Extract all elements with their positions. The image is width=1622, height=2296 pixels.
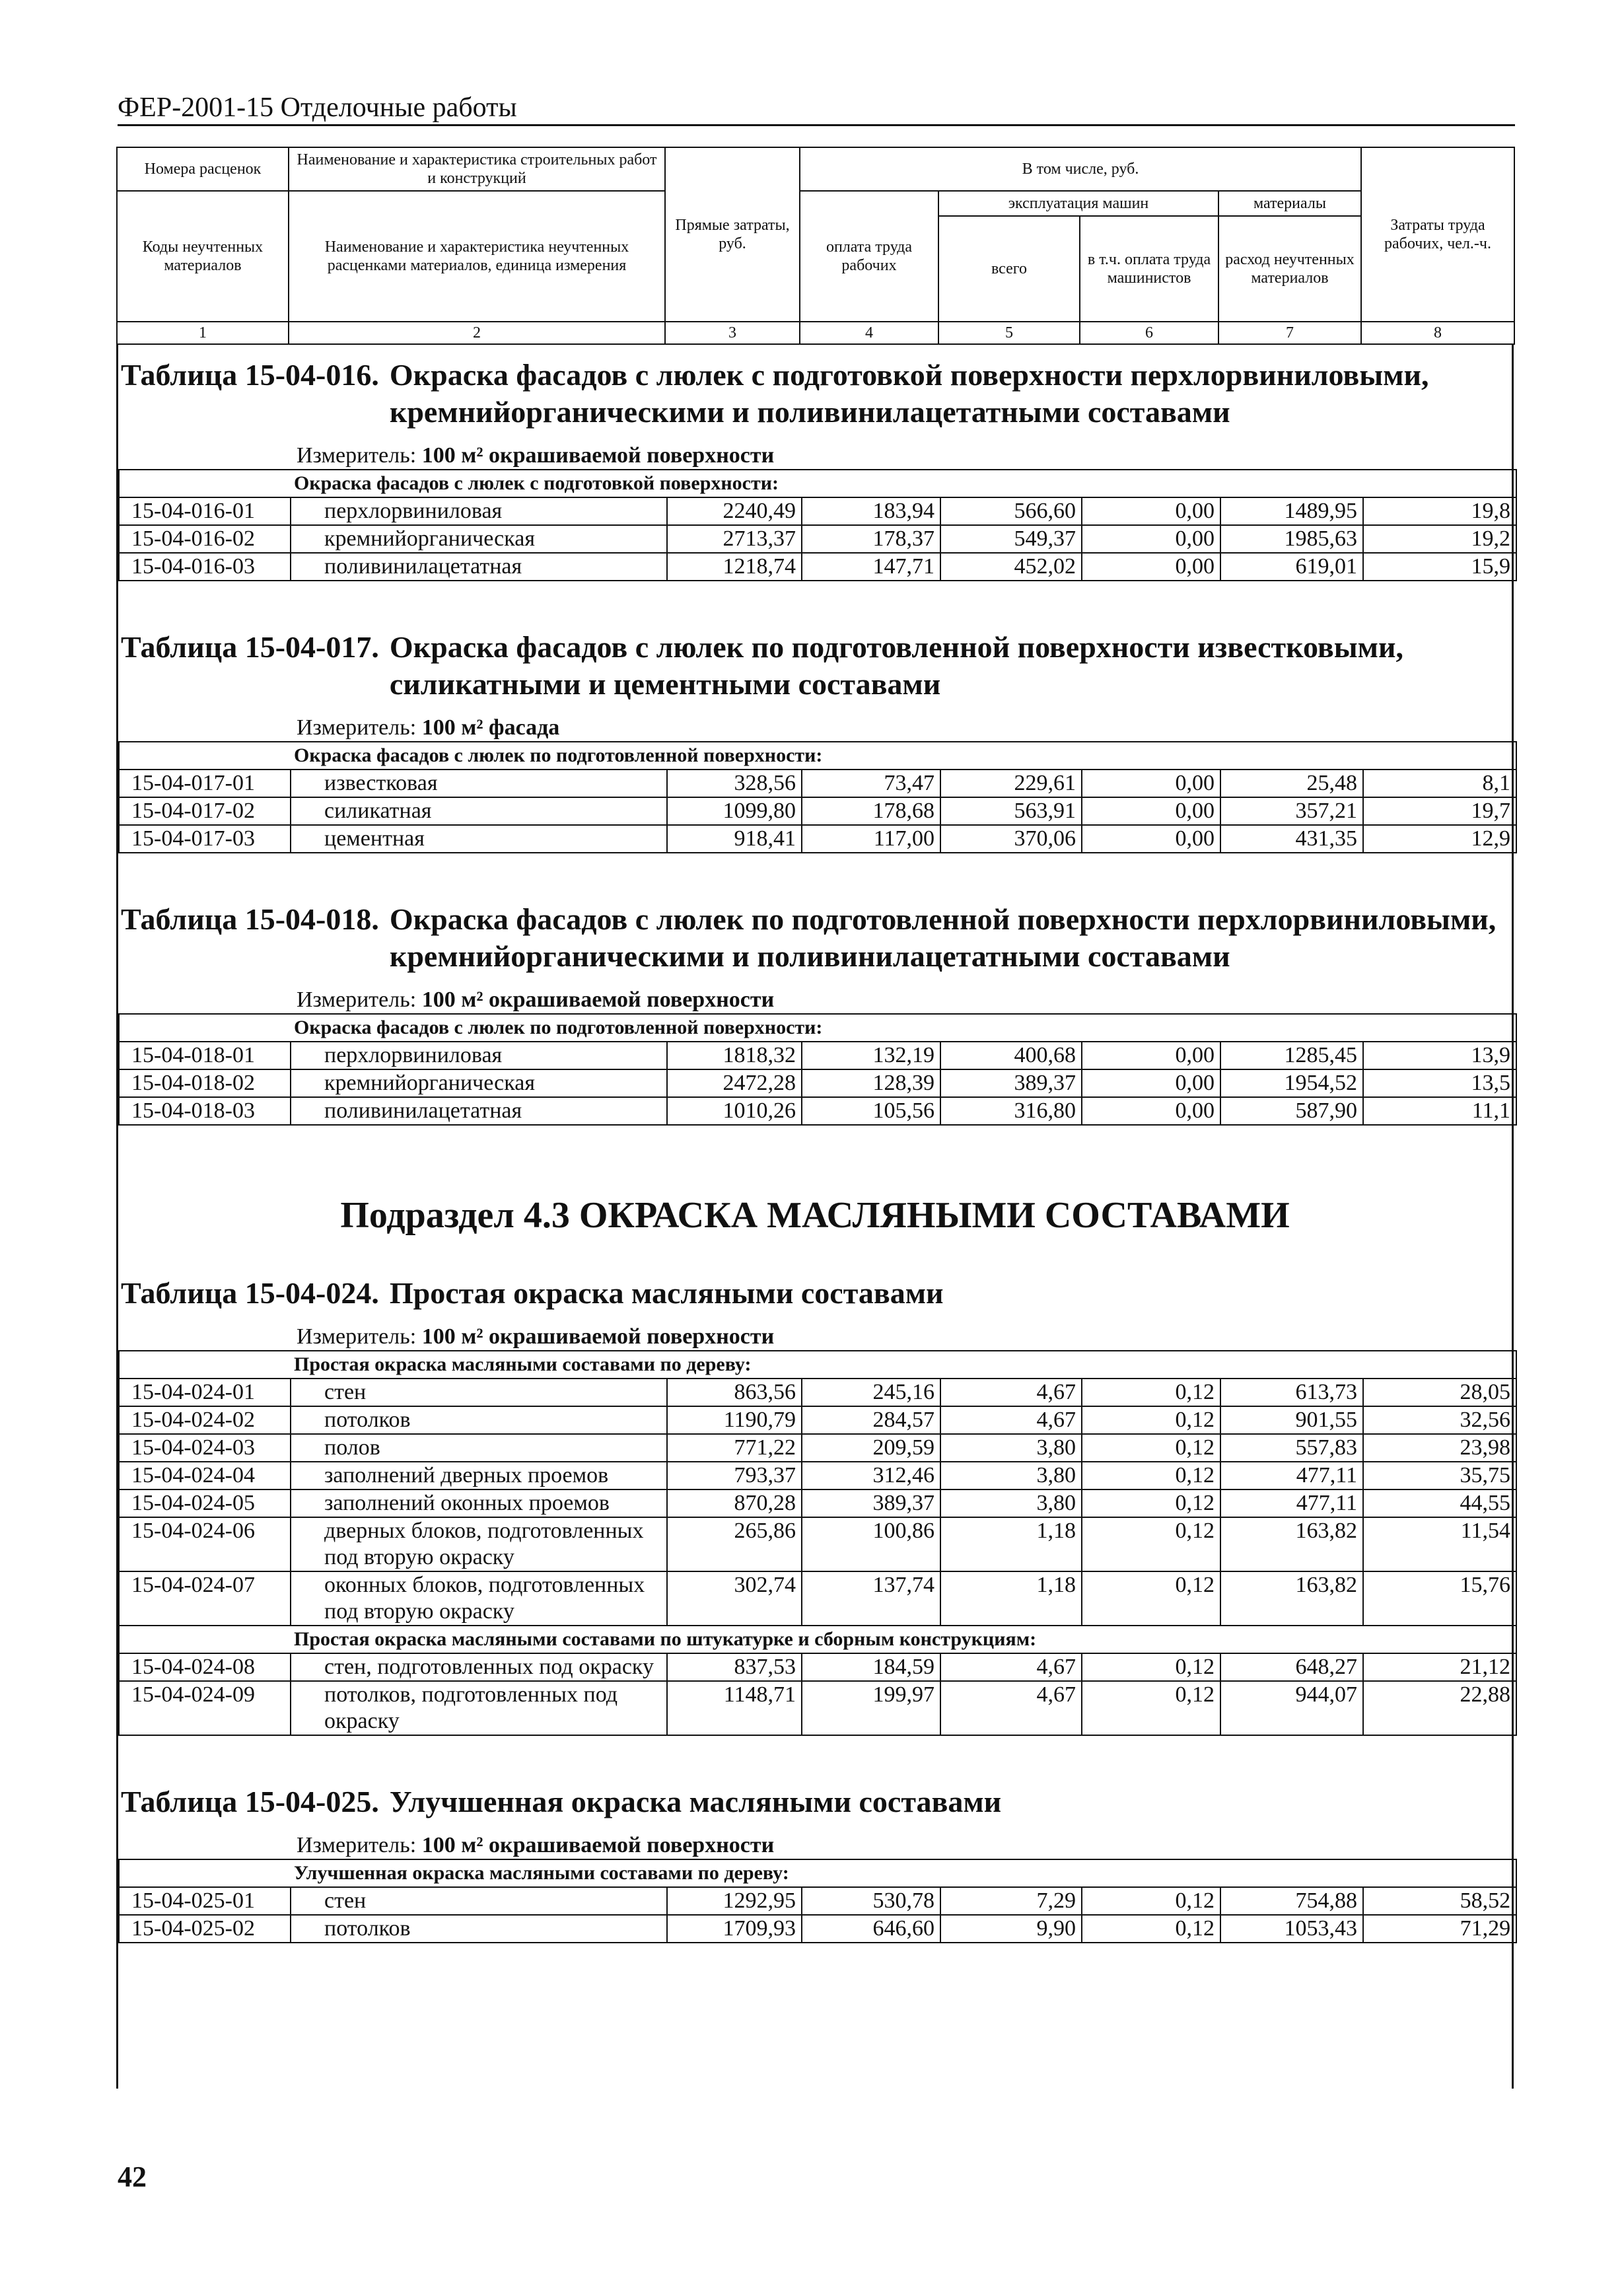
measure-unit-value: 100 м² окрашиваемой поверхности bbox=[421, 1833, 775, 1857]
value-machines-wage: 0,12 bbox=[1082, 1379, 1220, 1406]
rate-code: 15-04-025-02 bbox=[119, 1915, 291, 1943]
table-label: Таблица 15-04-017. bbox=[121, 630, 379, 664]
value-machines: 452,02 bbox=[940, 553, 1082, 581]
table-heading bbox=[118, 617, 1512, 703]
value-wage: 178,37 bbox=[802, 525, 940, 553]
value-direct: 1218,74 bbox=[667, 553, 802, 581]
value-direct: 2240,49 bbox=[667, 497, 802, 525]
value-machines-wage: 0,00 bbox=[1082, 770, 1220, 797]
rate-code: 15-04-024-07 bbox=[119, 1571, 291, 1626]
measure-unit-prefix: Измеритель: bbox=[297, 715, 417, 740]
rate-name: кремнийорганическая bbox=[291, 1069, 667, 1097]
table-heading bbox=[118, 1263, 1512, 1312]
value-wage: 199,97 bbox=[802, 1681, 940, 1735]
value-direct: 863,56 bbox=[667, 1379, 802, 1406]
value-direct: 918,41 bbox=[667, 825, 802, 853]
col-header-name-bottom: Наименование и характеристика неучтенных расценками материалов, единица измерения bbox=[289, 191, 665, 322]
value-labor: 71,29 bbox=[1363, 1915, 1516, 1943]
group-title: Окраска фасадов с люлек с подготовкой поверхности: bbox=[119, 470, 1516, 497]
col-header-codes-bottom: Коды неучтенных материалов bbox=[117, 191, 289, 322]
table-row bbox=[119, 1489, 1516, 1517]
table-row bbox=[119, 1517, 1516, 1571]
value-wage: 530,78 bbox=[802, 1887, 940, 1915]
value-labor: 15,9 bbox=[1363, 553, 1516, 581]
value-machines: 566,60 bbox=[940, 497, 1082, 525]
value-wage: 105,56 bbox=[802, 1097, 940, 1125]
rate-code: 15-04-018-01 bbox=[119, 1042, 291, 1069]
value-machines: 316,80 bbox=[940, 1097, 1082, 1125]
column-number: 7 bbox=[1218, 322, 1361, 344]
rates-table bbox=[118, 1013, 1517, 1126]
value-direct: 1099,80 bbox=[667, 797, 802, 825]
value-machines-wage: 0,12 bbox=[1082, 1434, 1220, 1462]
table-row bbox=[119, 1653, 1516, 1681]
value-machines: 549,37 bbox=[940, 525, 1082, 553]
value-wage: 178,68 bbox=[802, 797, 940, 825]
measure-unit bbox=[118, 987, 1512, 1013]
table-row bbox=[119, 770, 1516, 797]
value-wage: 184,59 bbox=[802, 1653, 940, 1681]
value-machines: 3,80 bbox=[940, 1434, 1082, 1462]
col-header-direct: Прямые затраты, руб. bbox=[665, 147, 800, 322]
group-title: Улучшенная окраска масляными составами по дереву: bbox=[119, 1859, 1516, 1887]
value-materials: 477,11 bbox=[1220, 1462, 1363, 1489]
rate-code: 15-04-024-05 bbox=[119, 1489, 291, 1517]
rate-code: 15-04-024-03 bbox=[119, 1434, 291, 1462]
value-wage: 245,16 bbox=[802, 1379, 940, 1406]
col-header-name-top: Наименование и характеристика строительных работ и конструкций bbox=[289, 147, 665, 191]
value-machines-wage: 0,00 bbox=[1082, 553, 1220, 581]
group-title: Простая окраска масляными составами по штукатурке и сборным конструкциям: bbox=[119, 1626, 1516, 1653]
value-machines-wage: 0,12 bbox=[1082, 1517, 1220, 1571]
table-row bbox=[119, 1681, 1516, 1735]
value-labor: 35,75 bbox=[1363, 1462, 1516, 1489]
rate-code: 15-04-017-03 bbox=[119, 825, 291, 853]
rate-code: 15-04-018-02 bbox=[119, 1069, 291, 1097]
value-machines-wage: 0,12 bbox=[1082, 1887, 1220, 1915]
value-machines: 3,80 bbox=[940, 1462, 1082, 1489]
header-rule bbox=[118, 124, 1515, 126]
rate-code: 15-04-018-03 bbox=[119, 1097, 291, 1125]
document-header-title: ФЕР-2001-15 Отделочные работы bbox=[118, 92, 517, 123]
value-labor: 23,98 bbox=[1363, 1434, 1516, 1462]
value-labor: 15,76 bbox=[1363, 1571, 1516, 1626]
rate-code: 15-04-025-01 bbox=[119, 1887, 291, 1915]
rate-table-block bbox=[118, 617, 1512, 889]
value-labor: 8,1 bbox=[1363, 770, 1516, 797]
measure-unit bbox=[118, 1832, 1512, 1859]
value-direct: 1709,93 bbox=[667, 1915, 802, 1943]
value-materials: 1954,52 bbox=[1220, 1069, 1363, 1097]
value-wage: 183,94 bbox=[802, 497, 940, 525]
measure-unit-value: 100 м² окрашиваемой поверхности bbox=[421, 443, 775, 468]
value-machines-wage: 0,00 bbox=[1082, 825, 1220, 853]
col-header-machines-wage: в т.ч. оплата труда машинистов bbox=[1080, 216, 1218, 322]
value-machines-wage: 0,12 bbox=[1082, 1681, 1220, 1735]
value-wage: 128,39 bbox=[802, 1069, 940, 1097]
table-label: Таблица 15-04-024. bbox=[121, 1276, 379, 1310]
value-wage: 100,86 bbox=[802, 1517, 940, 1571]
measure-unit-prefix: Измеритель: bbox=[297, 1833, 417, 1857]
value-wage: 73,47 bbox=[802, 770, 940, 797]
rate-code: 15-04-024-08 bbox=[119, 1653, 291, 1681]
value-wage: 646,60 bbox=[802, 1915, 940, 1943]
rate-name: полов bbox=[291, 1434, 667, 1462]
rate-name: кремнийорганическая bbox=[291, 525, 667, 553]
value-wage: 137,74 bbox=[802, 1571, 940, 1626]
value-machines-wage: 0,12 bbox=[1082, 1571, 1220, 1626]
value-materials: 477,11 bbox=[1220, 1489, 1363, 1517]
value-labor: 21,12 bbox=[1363, 1653, 1516, 1681]
col-header-machines: эксплуатация машин bbox=[938, 191, 1218, 216]
measure-unit-prefix: Измеритель: bbox=[297, 443, 417, 468]
table-row bbox=[119, 553, 1516, 581]
column-number: 2 bbox=[289, 322, 665, 344]
value-machines: 563,91 bbox=[940, 797, 1082, 825]
table-row bbox=[119, 1915, 1516, 1943]
rate-code: 15-04-016-02 bbox=[119, 525, 291, 553]
subsection-title: Подраздел 4.3 ОКРАСКА МАСЛЯНЫМИ СОСТАВАМИ bbox=[340, 1195, 1290, 1236]
value-materials: 557,83 bbox=[1220, 1434, 1363, 1462]
rate-table-block bbox=[118, 889, 1512, 1161]
value-materials: 754,88 bbox=[1220, 1887, 1363, 1915]
table-row bbox=[119, 1571, 1516, 1626]
value-materials: 163,82 bbox=[1220, 1517, 1363, 1571]
measure-unit-value: 100 м² окрашиваемой поверхности bbox=[421, 987, 775, 1012]
value-machines: 4,67 bbox=[940, 1681, 1082, 1735]
table-title: Окраска фасадов с люлек по подготовленной поверхности перхлорвиниловыми, кремнийорганическими и поливинилацетатными составами bbox=[389, 902, 1497, 973]
measure-unit bbox=[118, 715, 1512, 741]
column-header bbox=[116, 147, 1514, 345]
measure-unit bbox=[118, 1324, 1512, 1350]
table-row bbox=[119, 1887, 1516, 1915]
value-labor: 19,2 bbox=[1363, 525, 1516, 553]
rate-name: стен bbox=[291, 1379, 667, 1406]
value-materials: 619,01 bbox=[1220, 553, 1363, 581]
rates-table bbox=[118, 741, 1517, 853]
measure-unit-prefix: Измеритель: bbox=[297, 1324, 417, 1349]
rate-name: стен bbox=[291, 1887, 667, 1915]
value-machines-wage: 0,12 bbox=[1082, 1462, 1220, 1489]
value-direct: 1148,71 bbox=[667, 1681, 802, 1735]
value-direct: 870,28 bbox=[667, 1489, 802, 1517]
rate-code: 15-04-024-01 bbox=[119, 1379, 291, 1406]
value-materials: 1285,45 bbox=[1220, 1042, 1363, 1069]
rates-table bbox=[118, 1350, 1517, 1736]
measure-unit-value: 100 м² окрашиваемой поверхности bbox=[421, 1324, 775, 1349]
value-direct: 1292,95 bbox=[667, 1887, 802, 1915]
rate-name: оконных блоков, подготовленных под вторую окраску bbox=[291, 1571, 667, 1626]
rate-table-block bbox=[118, 1772, 1512, 1943]
table-heading bbox=[118, 1772, 1512, 1820]
value-machines: 1,18 bbox=[940, 1571, 1082, 1626]
measure-unit-value: 100 м² фасада bbox=[421, 715, 560, 740]
table-label: Таблица 15-04-016. bbox=[121, 358, 379, 392]
value-direct: 793,37 bbox=[667, 1462, 802, 1489]
group-title: Окраска фасадов с люлек по подготовленной поверхности: bbox=[119, 742, 1516, 770]
table-row bbox=[119, 825, 1516, 853]
value-machines: 4,67 bbox=[940, 1379, 1082, 1406]
value-labor: 22,88 bbox=[1363, 1681, 1516, 1735]
rate-name: поливинилацетатная bbox=[291, 553, 667, 581]
value-direct: 265,86 bbox=[667, 1517, 802, 1571]
rate-code: 15-04-024-04 bbox=[119, 1462, 291, 1489]
value-wage: 209,59 bbox=[802, 1434, 940, 1462]
value-materials: 587,90 bbox=[1220, 1097, 1363, 1125]
rate-name: перхлорвиниловая bbox=[291, 497, 667, 525]
table-label: Таблица 15-04-025. bbox=[121, 1785, 379, 1818]
value-machines: 9,90 bbox=[940, 1915, 1082, 1943]
table-heading bbox=[118, 889, 1512, 975]
column-number: 8 bbox=[1361, 322, 1514, 344]
value-machines: 7,29 bbox=[940, 1887, 1082, 1915]
table-row bbox=[119, 1434, 1516, 1462]
table-title: Простая окраска масляными составами bbox=[389, 1276, 944, 1310]
value-materials: 25,48 bbox=[1220, 770, 1363, 797]
value-direct: 2472,28 bbox=[667, 1069, 802, 1097]
page-number: 42 bbox=[118, 2161, 147, 2193]
table-row bbox=[119, 1097, 1516, 1125]
group-title: Окраска фасадов с люлек по подготовленной поверхности: bbox=[119, 1014, 1516, 1042]
col-header-including: В том числе, руб. bbox=[800, 147, 1361, 191]
value-materials: 613,73 bbox=[1220, 1379, 1363, 1406]
value-labor: 11,1 bbox=[1363, 1097, 1516, 1125]
value-labor: 19,7 bbox=[1363, 797, 1516, 825]
rate-name: заполнений дверных проемов bbox=[291, 1462, 667, 1489]
table-row bbox=[119, 1462, 1516, 1489]
rate-name: поливинилацетатная bbox=[291, 1097, 667, 1125]
rate-name: цементная bbox=[291, 825, 667, 853]
value-labor: 32,56 bbox=[1363, 1406, 1516, 1434]
value-machines-wage: 0,00 bbox=[1082, 1069, 1220, 1097]
rate-name: дверных блоков, подготовленных под вторую окраску bbox=[291, 1517, 667, 1571]
value-machines: 229,61 bbox=[940, 770, 1082, 797]
rate-name: силикатная bbox=[291, 797, 667, 825]
table-row bbox=[119, 525, 1516, 553]
value-direct: 302,74 bbox=[667, 1571, 802, 1626]
col-header-machines-total: всего bbox=[938, 216, 1080, 322]
rate-name: потолков bbox=[291, 1406, 667, 1434]
table-row bbox=[119, 1406, 1516, 1434]
value-wage: 284,57 bbox=[802, 1406, 940, 1434]
value-machines-wage: 0,12 bbox=[1082, 1406, 1220, 1434]
col-header-materials: материалы bbox=[1218, 191, 1361, 216]
rate-code: 15-04-016-03 bbox=[119, 553, 291, 581]
value-materials: 431,35 bbox=[1220, 825, 1363, 853]
column-number: 1 bbox=[117, 322, 289, 344]
rate-name: потолков bbox=[291, 1915, 667, 1943]
value-machines: 370,06 bbox=[940, 825, 1082, 853]
value-materials: 1985,63 bbox=[1220, 525, 1363, 553]
measure-unit-prefix: Измеритель: bbox=[297, 987, 417, 1012]
value-materials: 1053,43 bbox=[1220, 1915, 1363, 1943]
value-wage: 389,37 bbox=[802, 1489, 940, 1517]
rate-table-block bbox=[118, 1161, 1512, 1772]
rate-code: 15-04-017-02 bbox=[119, 797, 291, 825]
group-title: Простая окраска масляными составами по дереву: bbox=[119, 1351, 1516, 1379]
value-materials: 163,82 bbox=[1220, 1571, 1363, 1626]
value-labor: 44,55 bbox=[1363, 1489, 1516, 1517]
rates-table bbox=[118, 1859, 1517, 1943]
value-labor: 11,54 bbox=[1363, 1517, 1516, 1571]
rate-name: потолков, подготовленных под окраску bbox=[291, 1681, 667, 1735]
rate-code: 15-04-016-01 bbox=[119, 497, 291, 525]
table-row bbox=[119, 797, 1516, 825]
value-wage: 132,19 bbox=[802, 1042, 940, 1069]
col-header-materials-cost: расход неучтенных материалов bbox=[1218, 216, 1361, 322]
value-wage: 312,46 bbox=[802, 1462, 940, 1489]
column-number: 6 bbox=[1080, 322, 1218, 344]
value-machines: 389,37 bbox=[940, 1069, 1082, 1097]
value-direct: 1190,79 bbox=[667, 1406, 802, 1434]
measure-unit bbox=[118, 443, 1512, 469]
value-direct: 2713,37 bbox=[667, 525, 802, 553]
col-header-wage: оплата труда рабочих bbox=[800, 191, 938, 322]
rate-code: 15-04-024-02 bbox=[119, 1406, 291, 1434]
value-wage: 117,00 bbox=[802, 825, 940, 853]
rate-name: известковая bbox=[291, 770, 667, 797]
value-machines: 4,67 bbox=[940, 1653, 1082, 1681]
value-labor: 12,9 bbox=[1363, 825, 1516, 853]
table-heading bbox=[118, 345, 1512, 431]
value-direct: 837,53 bbox=[667, 1653, 802, 1681]
value-direct: 771,22 bbox=[667, 1434, 802, 1462]
value-direct: 1010,26 bbox=[667, 1097, 802, 1125]
value-materials: 1489,95 bbox=[1220, 497, 1363, 525]
value-machines-wage: 0,00 bbox=[1082, 797, 1220, 825]
value-machines-wage: 0,00 bbox=[1082, 1097, 1220, 1125]
rate-name: перхлорвиниловая bbox=[291, 1042, 667, 1069]
value-materials: 648,27 bbox=[1220, 1653, 1363, 1681]
value-machines: 4,67 bbox=[940, 1406, 1082, 1434]
value-materials: 944,07 bbox=[1220, 1681, 1363, 1735]
rate-name: заполнений оконных проемов bbox=[291, 1489, 667, 1517]
value-machines-wage: 0,00 bbox=[1082, 497, 1220, 525]
rate-code: 15-04-017-01 bbox=[119, 770, 291, 797]
rates-table bbox=[118, 469, 1517, 581]
column-number: 5 bbox=[938, 322, 1080, 344]
column-number: 3 bbox=[665, 322, 800, 344]
table-title: Улучшенная окраска масляными составами bbox=[389, 1785, 1002, 1818]
value-labor: 19,8 bbox=[1363, 497, 1516, 525]
value-labor: 28,05 bbox=[1363, 1379, 1516, 1406]
value-direct: 328,56 bbox=[667, 770, 802, 797]
value-machines: 400,68 bbox=[940, 1042, 1082, 1069]
rate-name: стен, подготовленных под окраску bbox=[291, 1653, 667, 1681]
value-labor: 13,5 bbox=[1363, 1069, 1516, 1097]
rate-code: 15-04-024-06 bbox=[119, 1517, 291, 1571]
value-machines: 3,80 bbox=[940, 1489, 1082, 1517]
value-machines-wage: 0,12 bbox=[1082, 1915, 1220, 1943]
value-labor: 13,9 bbox=[1363, 1042, 1516, 1069]
col-header-codes-top: Номера расценок bbox=[117, 147, 289, 191]
value-materials: 901,55 bbox=[1220, 1406, 1363, 1434]
value-machines: 1,18 bbox=[940, 1517, 1082, 1571]
col-header-labor: Затраты труда рабочих, чел.-ч. bbox=[1361, 147, 1514, 322]
table-row bbox=[119, 1379, 1516, 1406]
column-number: 4 bbox=[800, 322, 938, 344]
table-title: Окраска фасадов с люлек по подготовленной поверхности известковыми, силикатными и цементными составами bbox=[389, 630, 1403, 701]
table-label: Таблица 15-04-018. bbox=[121, 902, 379, 936]
table-row bbox=[119, 497, 1516, 525]
value-machines-wage: 0,00 bbox=[1082, 1042, 1220, 1069]
table-row bbox=[119, 1069, 1516, 1097]
value-machines-wage: 0,00 bbox=[1082, 525, 1220, 553]
value-direct: 1818,32 bbox=[667, 1042, 802, 1069]
table-title: Окраска фасадов с люлек с подготовкой поверхности перхлорвиниловыми, кремнийорганическими и поливинилацетатными составами bbox=[389, 358, 1429, 429]
document-body bbox=[116, 345, 1514, 2089]
value-machines-wage: 0,12 bbox=[1082, 1489, 1220, 1517]
value-machines-wage: 0,12 bbox=[1082, 1653, 1220, 1681]
value-wage: 147,71 bbox=[802, 553, 940, 581]
rate-code: 15-04-024-09 bbox=[119, 1681, 291, 1735]
value-materials: 357,21 bbox=[1220, 797, 1363, 825]
table-row bbox=[119, 1042, 1516, 1069]
rate-table-block bbox=[118, 345, 1512, 617]
value-labor: 58,52 bbox=[1363, 1887, 1516, 1915]
